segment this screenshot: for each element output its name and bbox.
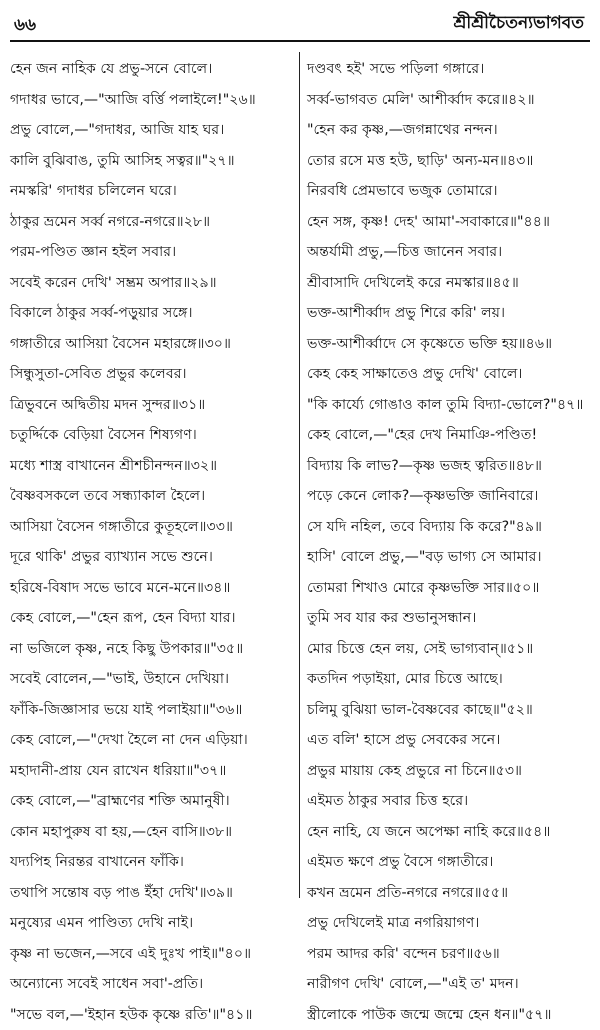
verse-line: চলিমু বুঝিয়া ভাল-বৈষ্ণবের কাছে॥"৫২॥ (307, 695, 592, 726)
verse-line: কেহ বোলে,—"দেখা হৈলে না দেন এড়িয়া। (10, 725, 295, 756)
verse-line: দণ্ডবৎ হই' সভে পড়িলা গঙ্গারে। (307, 54, 592, 85)
verse-line: সর্ব্ব-ভাগবত মেলি' আশীর্ব্বাদ করে॥৪২॥ (307, 85, 592, 116)
verse-line: গঙ্গাতীরে আসিয়া বৈসেন মহারঙ্গে॥৩০॥ (10, 329, 295, 360)
verse-line: সবেই বোলেন,—"ভাই, উহানে দেখিয়া। (10, 664, 295, 695)
verse-line: এত বলি' হাসে প্রভু সেবকের সনে। (307, 725, 592, 756)
verse-line: হেন জন নাহিক যে প্রভু-সনে বোলে। (10, 54, 295, 85)
verse-line: গদাধর ভাবে,—"আজি বর্ত্তি পলাইলে!"২৬॥ (10, 85, 295, 116)
verse-line: না ভজিলে কৃষ্ণ, নহে কিছু উপকার॥"৩৫॥ (10, 634, 295, 665)
verse-line: নমস্করি' গদাধর চলিলেন ঘরে। (10, 176, 295, 207)
verse-line: সে যদি নহিল, তবে বিদ্যায় কি করে?"৪৯॥ (307, 512, 592, 543)
verse-line: ঠাকুর ভ্রমেন সর্ব্ব নগরে-নগরে॥২৮॥ (10, 207, 295, 238)
verse-line: কখন ভ্রমেন প্রতি-নগরে নগরে॥৫৫॥ (307, 878, 592, 909)
verse-line: হরিষে-বিষাদ সভে ভাবে মনে-মনে॥৩৪॥ (10, 573, 295, 604)
verse-line: মধ্যে শাস্ত্র বাখানেন শ্রীশচীনন্দন॥৩২॥ (10, 451, 295, 482)
verse-line: দূরে থাকি' প্রভুর ব্যাখ্যান সভে শুনে। (10, 542, 295, 573)
verse-line: কেহ বোলে,—"হেন রূপ, হেন বিদ্যা যার। (10, 603, 295, 634)
verse-line: বিকালে ঠাকুর সর্ব্ব-পড়ুয়ার সঙ্গে। (10, 298, 295, 329)
verse-line: ফাঁকি-জিজ্ঞাসার ভয়ে যাই পলাইয়া॥"৩৬॥ (10, 695, 295, 726)
verse-line: ভক্ত-আশীর্ব্বাদ প্রভু শিরে করি' লয়। (307, 298, 592, 329)
right-column (307, 54, 592, 904)
verse-line: যদ্যপিহ নিরন্তর বাখানেন ফাঁকি। (10, 847, 295, 878)
page-number: ৬৬ (14, 12, 36, 40)
verse-line: মনুষ্যের এমন পাণ্ডিত্য দেখি নাই। (10, 908, 295, 939)
verse-line: হেন সঙ্গ, কৃষ্ণ! দেহ' আমা'-সবাকারে॥"৪৪॥ (307, 207, 592, 238)
verse-line: হাসি' বোলে প্রভু,—"বড় ভাগ্য সে আমার। (307, 542, 592, 573)
verse-line: "হেন কর কৃষ্ণ,—জগন্নাথের নন্দন। (307, 115, 592, 146)
verse-line: "কি কার্য্যে গোঙাও কাল তুমি বিদ্যা-ভোলে?"৪৭॥ (307, 390, 592, 421)
verse-line: প্রভুর মায়ায় কেহ প্রভুরে না চিনে॥৫৩॥ (307, 756, 592, 787)
left-column (10, 54, 295, 904)
verse-line: পরম-পণ্ডিত জ্ঞান হইল সবার। (10, 237, 295, 268)
verse-line: সিন্ধুসুতা-সেবিত প্রভুর কলেবর। (10, 359, 295, 390)
verse-line: কেহ বোলে,—"ব্রাহ্মণের শক্তি অমানুষী। (10, 786, 295, 817)
verse-line: তুমি সব যার কর শুভানুসন্ধান। (307, 603, 592, 634)
verse-line: কেহ বোলে,—"হের দেখ নিমাঞি-পণ্ডিত! (307, 420, 592, 451)
verse-line: তোর রসে মত্ত হউ, ছাড়ি' অন্য-মন॥৪৩॥ (307, 146, 592, 177)
verse-line: হেন নাহি, যে জনে অপেক্ষা নাহি করে॥৫৪॥ (307, 817, 592, 848)
verse-line: প্রভু বোলে,—"গদাধর, আজি যাহ ঘর। (10, 115, 295, 146)
verse-line: নারীগণ দেখি' বোলে,—"এই ত' মদন। (307, 969, 592, 1000)
column-divider (299, 52, 300, 898)
verse-line: চতুর্দ্দিকে বেড়িয়া বৈসেন শিষ্যগণ। (10, 420, 295, 451)
verse-line: তোমরা শিখাও মোরে কৃষ্ণভক্তি সার॥৫০॥ (307, 573, 592, 604)
verse-line: এইমত ঠাকুর সবার চিত্ত হরে। (307, 786, 592, 817)
verse-line: শ্রীবাসাদি দেখিলেই করে নমস্কার॥৪৫॥ (307, 268, 592, 299)
verse-line: কেহ কেহ সাক্ষাতেও প্রভু দেখি' বোলে। (307, 359, 592, 390)
verse-line: বিদ্যায় কি লাভ?—কৃষ্ণ ভজহ ত্বরিত॥৪৮॥ (307, 451, 592, 482)
running-title: শ্রীশ্রীচৈতন্যভাগবত (454, 10, 584, 38)
verse-line: অন্যোন্যে সবেই সাধেন সবা'-প্রতি। (10, 969, 295, 1000)
verse-line: অন্তর্যামী প্রভু,—চিত্ত জানেন সবার। (307, 237, 592, 268)
verse-line: কতদিন পড়াইয়া, মোর চিত্তে আছে। (307, 664, 592, 695)
header-rule (10, 40, 590, 42)
verse-line: মোর চিত্তে হেন লয়, সেই ভাগ্যবান্॥৫১॥ (307, 634, 592, 665)
verse-line: কালি বুঝিবাঙ, তুমি আসিহ সত্বর॥"২৭॥ (10, 146, 295, 177)
verse-line: ভক্ত-আশীর্ব্বাদে সে কৃষ্ণেতে ভক্তি হয়॥৪৬॥ (307, 329, 592, 360)
verse-line: আসিয়া বৈসেন গঙ্গাতীরে কুতূহলে॥৩৩॥ (10, 512, 295, 543)
page-header (0, 0, 600, 46)
verse-line: নিরবধি প্রেমভাবে ভজুক তোমারে। (307, 176, 592, 207)
verse-line: সবেই করেন দেখি' সম্ভ্রম অপার॥২৯॥ (10, 268, 295, 299)
verse-line: পড়ে কেনে লোক?—কৃষ্ণভক্তি জানিবারে। (307, 481, 592, 512)
verse-line: এইমত ক্ষণে প্রভু বৈসে গঙ্গাতীরে। (307, 847, 592, 878)
verse-line: কৃষ্ণ না ভজেন,—সবে এই দুঃখ পাই॥"৪০॥ (10, 939, 295, 970)
verse-line: ত্রিভুবনে অদ্বিতীয় মদন সুন্দর॥৩১॥ (10, 390, 295, 421)
verse-line: পরম আদর করি' বন্দেন চরণ॥৫৬॥ (307, 939, 592, 970)
verse-line: তথাপি সন্তোষ বড় পাঙ ইঁহা দেখি'॥৩৯॥ (10, 878, 295, 909)
verse-line: স্ত্রীলোকে পাউক জন্মে জন্মে হেন ধন॥"৫৭॥ (307, 1000, 592, 1030)
verse-line: কোন মহাপুরুষ বা হয়,—হেন বাসি॥৩৮॥ (10, 817, 295, 848)
verse-line: "সভে বল,—'ইহান হউক কৃষ্ণে রতি'॥"৪১॥ (10, 1000, 295, 1030)
verse-line: মহাদানী-প্রায় যেন রাখেন ধরিয়া॥"৩৭॥ (10, 756, 295, 787)
verse-line: বৈষ্ণবসকলে তবে সন্ধ্যাকাল হৈলে। (10, 481, 295, 512)
verse-line: প্রভু দেখিলেই মাত্র নগরিয়াগণ। (307, 908, 592, 939)
